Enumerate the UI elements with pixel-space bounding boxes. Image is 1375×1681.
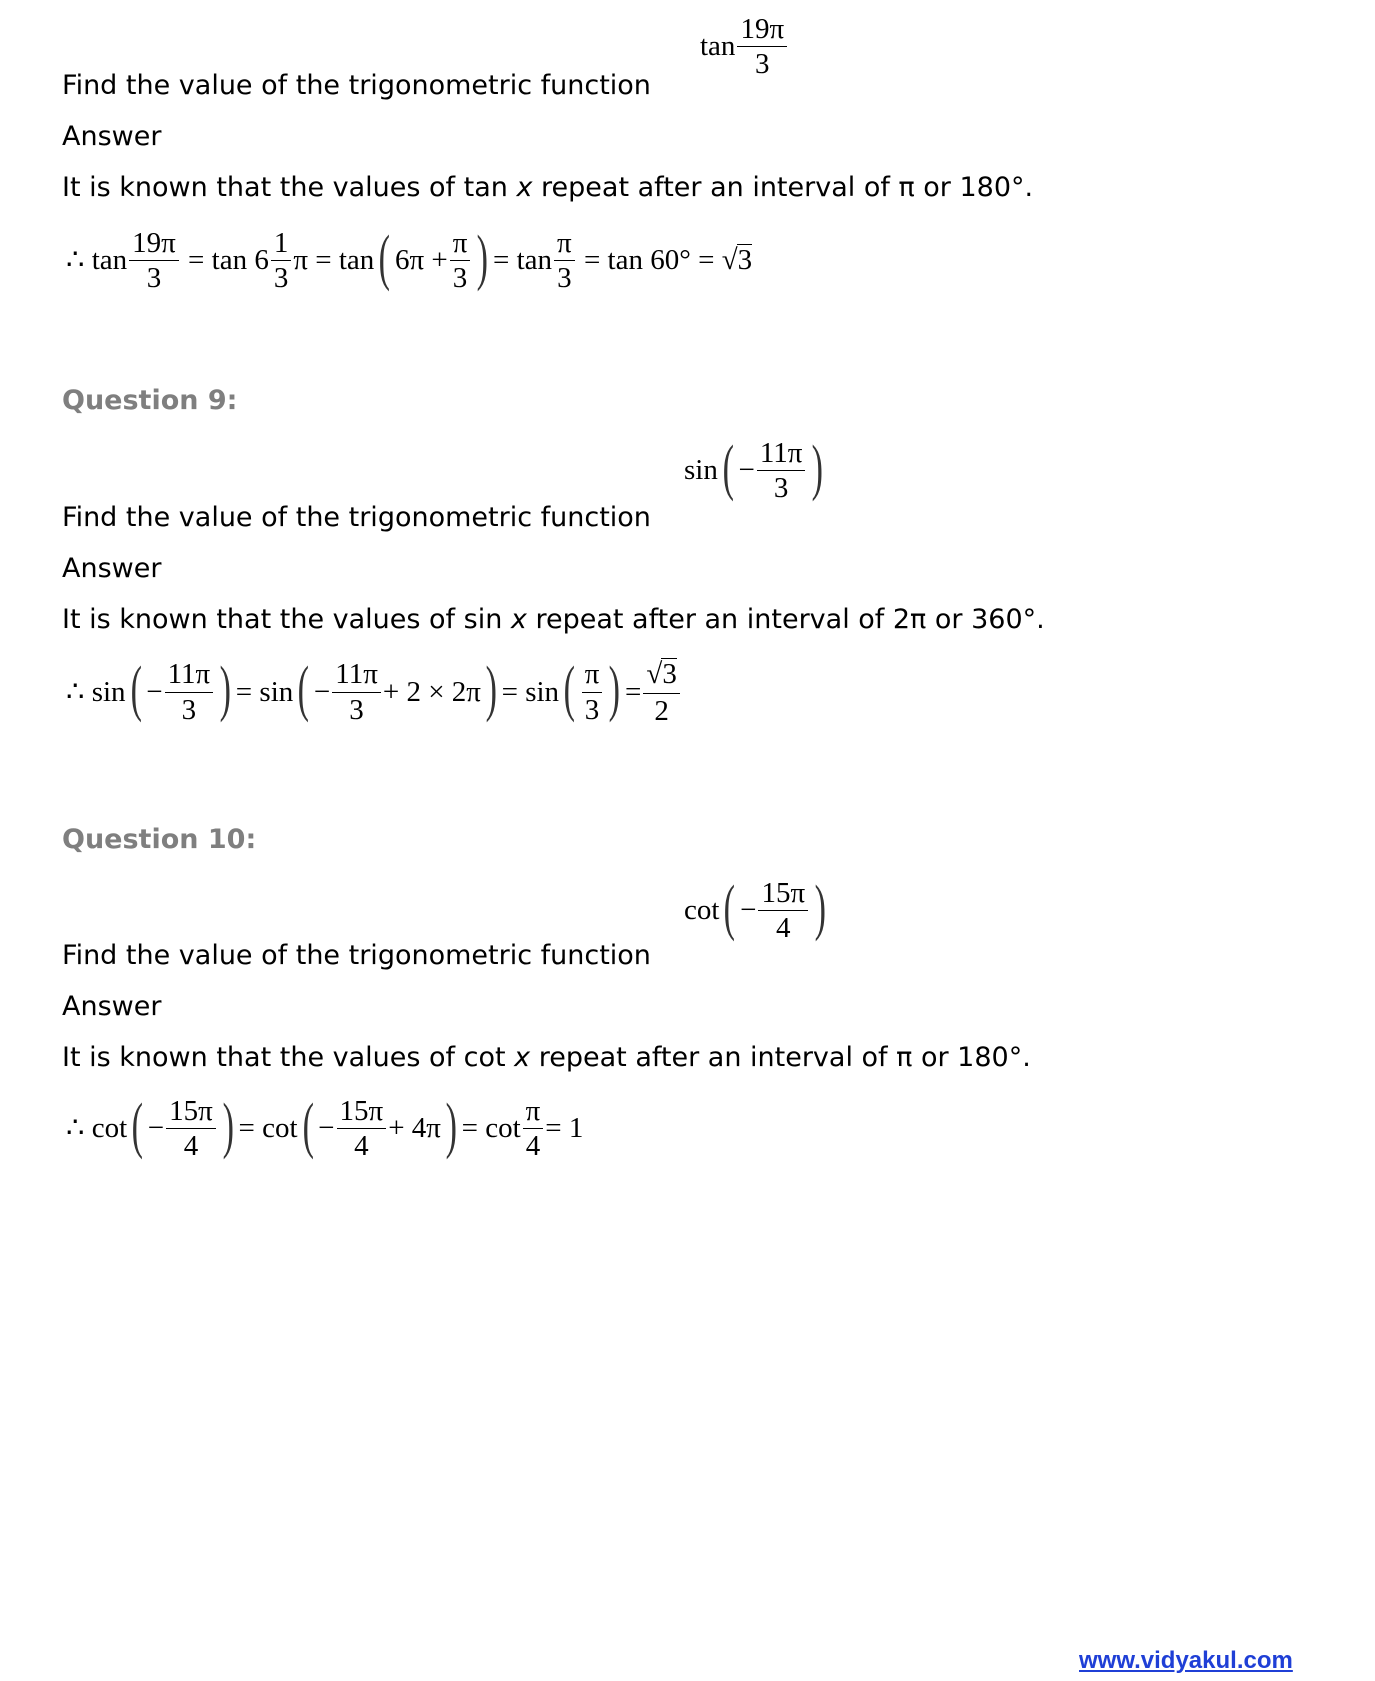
q9-sol-fraction-1: $\frac{11\pi}{3}$ [165, 659, 214, 725]
q8-expr-fraction [737, 14, 787, 80]
q10-sol-fraction-1: $\frac{15\pi}{4}$ [166, 1096, 216, 1162]
right-paren: ) [485, 655, 497, 724]
left-paren: ( [563, 655, 576, 724]
q9-answer-label: Answer [62, 553, 162, 584]
q9-expression [684, 433, 828, 505]
right-paren: ) [222, 1091, 234, 1160]
q8-sol-pi-eq: π = tan [293, 244, 375, 277]
minus-sign: − [146, 675, 163, 708]
q8-sol-inner: 6π + [394, 244, 448, 277]
q8-prompt: Find the value of the trigonometric function [62, 70, 651, 101]
right-paren: ) [812, 433, 824, 502]
minus-sign: − [318, 1112, 335, 1145]
left-paren: ( [302, 1091, 314, 1160]
q8-explanation-post: repeat after an interval of π or 180°. [532, 172, 1034, 203]
q8-sol-tail: = tan 60° = [583, 244, 715, 277]
therefore-symbol: ∴ [66, 675, 85, 708]
q9-explanation: It is known that the values of sin x repeat after an interval of 2π or 360°. [62, 604, 1045, 635]
q9-expr-fn: sin [684, 454, 718, 487]
q8-expr-denominator: 3 [755, 48, 770, 81]
q8-answer-label: Answer [62, 121, 162, 152]
q8-solution [66, 223, 753, 295]
left-paren: ( [297, 655, 310, 724]
q8-explanation [62, 174, 1033, 201]
left-paren: ( [131, 1091, 144, 1160]
q9-sol-fraction-2: $\frac{11\pi}{3}$ [332, 659, 381, 725]
q10-solution: ∴ cot ( − $\frac{15\pi}{4}$ ) = cot ( − $\frac{15\pi}{4}$ + 4π ) = cot $\frac{\pi}{4}$ = 1 [66, 1091, 584, 1163]
right-paren: ) [476, 223, 489, 292]
q10-expr-fraction: $\frac{15\pi}{4}$ [758, 878, 808, 944]
q8-expr-numerator: 19π [737, 14, 787, 47]
right-paren: ) [609, 655, 621, 724]
minus-sign: − [740, 894, 757, 927]
right-paren: ) [219, 655, 232, 724]
q10-prompt: Find the value of the trigonometric function [62, 940, 651, 971]
minus-sign: − [313, 675, 331, 708]
q8-explanation-var: x [516, 172, 533, 203]
q8-expr-fn: tan [700, 30, 736, 63]
q9-solution: ∴ sin ( − $\frac{11\pi}{3}$ ) = sin ( − $\frac{11\pi}{3}$ + 2 × 2π ) = sin ( $\frac{\pi}{3}$ ) = $\frac{√3}{2}$ [66, 658, 682, 726]
q9-expr-fraction: $\frac{11\pi}{3}$ [757, 438, 806, 504]
q8-sol-mixed-whole: 6 [254, 244, 269, 277]
q10-answer-label: Answer [62, 991, 162, 1022]
q9-heading: Question 9: [62, 385, 238, 416]
left-paren: ( [722, 433, 734, 502]
q8-sol-radicand: 3 [737, 244, 753, 277]
q9-sol-fraction-3: $\frac{\pi}{3}$ [582, 659, 603, 725]
q8-expression [700, 14, 789, 80]
therefore-symbol: ∴ [66, 1112, 85, 1145]
footer-website-link[interactable]: www.vidyakul.com [1079, 1647, 1293, 1674]
q10-expression: cot ( − $\frac{15\pi}{4}$ ) [684, 873, 827, 945]
q10-heading: Question 10: [62, 824, 257, 855]
q9-sol-result-fraction: $\frac{√3}{2}$ [643, 658, 679, 726]
left-paren: ( [724, 873, 736, 942]
left-paren: ( [378, 223, 391, 292]
q10-explanation: It is known that the values of cot x repeat after an interval of π or 180°. [62, 1042, 1031, 1073]
minus-sign: − [147, 1112, 165, 1145]
sqrt-symbol: √ [646, 658, 663, 690]
right-paren: ) [814, 873, 827, 942]
q8-sol-fn: tan [91, 244, 128, 277]
q9-prompt: Find the value of the trigonometric function [62, 502, 651, 533]
q8-sol-inner-fraction: $\frac{\pi}{3}$ [450, 228, 471, 294]
left-paren: ( [130, 655, 142, 724]
sqrt-symbol: √ [721, 244, 738, 277]
q8-sol-eq2: = tan [493, 244, 553, 277]
q8-sol-fraction-1: $\frac{19\pi}{3}$ [129, 228, 179, 294]
therefore-symbol: ∴ [66, 244, 85, 277]
minus-sign: − [738, 454, 755, 487]
q8-sol-eq1: = tan [188, 244, 248, 277]
q8-explanation-pre: It is known that the values of tan [62, 172, 517, 203]
q8-sol-mixed-fraction: $\frac{1}{3}$ [271, 228, 292, 294]
q10-sol-fraction-3: $\frac{\pi}{4}$ [523, 1096, 544, 1162]
q8-sol-fraction-3: $\frac{\pi}{3}$ [554, 228, 575, 294]
right-paren: ) [445, 1091, 457, 1160]
q10-sol-fraction-2: $\frac{15\pi}{4}$ [337, 1096, 387, 1162]
